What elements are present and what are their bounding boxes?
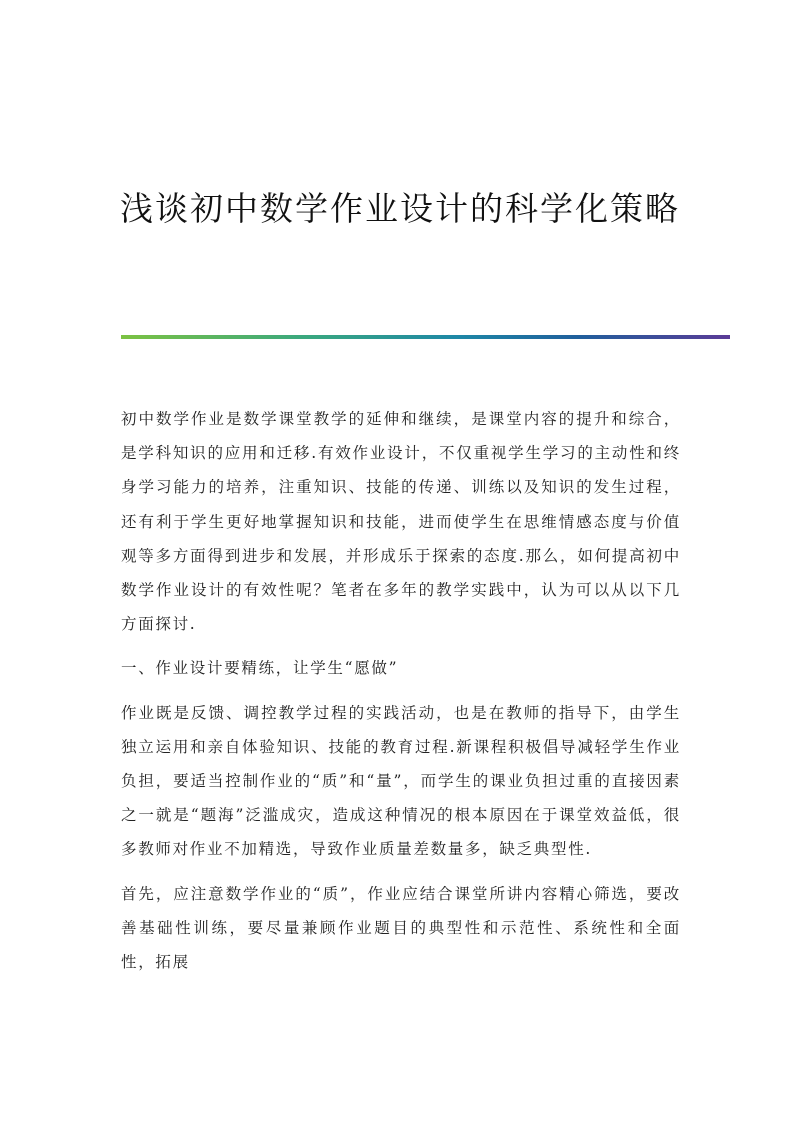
- body-paragraph-3: 首先，应注意数学作业的“质”，作业应结合课堂所讲内容精心筛选，要改善基础性训练，要尽量兼顾作业题目的典型性和示范性、系统性和全面性，拓展: [121, 884, 681, 972]
- document-title: 浅谈初中数学作业设计的科学化策略: [120, 189, 680, 228]
- body-paragraph-2: 作业既是反馈、调控教学过程的实践活动，也是在教师的指导下，由学生独立运用和亲自体验知识、技能的教育过程.新课程积极倡导减轻学生作业负担，要适当控制作业的“质”和“量”，而学生的课业负担过重的直接因素之一就是“题海”泛滥成灾，造成这种情况的根本原因在于课堂效益低，很多教师对作业不加精选，导致作业质量差数量多，缺乏典型性.: [121, 703, 681, 859]
- section-heading-1: 一、作业设计要精练，让学生“愿做”: [121, 659, 399, 678]
- document-body: [121, 402, 681, 989]
- intro-paragraph: 初中数学作业是数学课堂教学的延伸和继续，是课堂内容的提升和综合，是学科知识的应用和迁移.有效作业设计，不仅重视学生学习的主动性和终身学习能力的培养，注重知识、技能的传递、训练以及知识的发生过程，还有利于学生更好地掌握知识和技能，进而使学生在思维情感态度与价值观等多方面得到进步和发展，并形成乐于探索的态度.那么，如何提高初中数学作业设计的有效性呢？笔者在多年的教学实践中，认为可以从以下几方面探讨.: [121, 410, 681, 634]
- title-divider: [121, 335, 730, 339]
